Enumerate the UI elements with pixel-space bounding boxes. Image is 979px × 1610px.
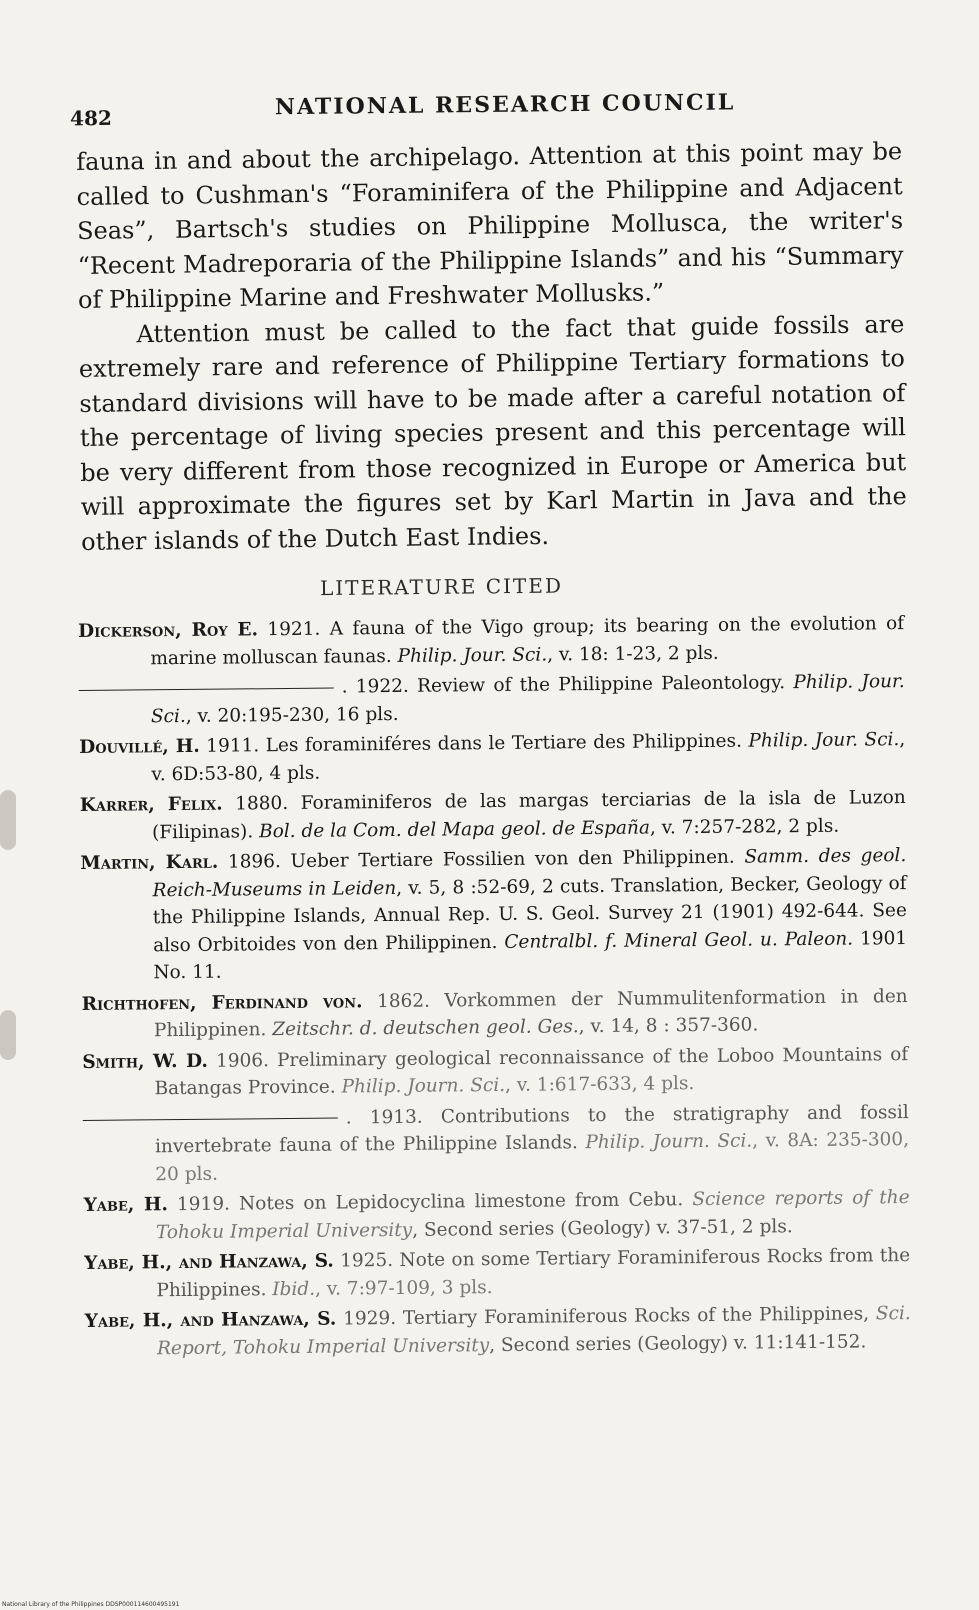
reference-author: Yabe, H.	[83, 1194, 168, 1216]
reference-text: 1862. Vorkommen der Nummulitenformation in den Philippinen.	[153, 985, 908, 1042]
reference-author: Dickerson, Roy E.	[78, 619, 259, 642]
reference-journal: Ibid.	[272, 1278, 316, 1300]
reference-author: Douvillé, H.	[79, 735, 200, 758]
body-text	[76, 134, 907, 559]
scan-credit: National Library of the Philippines DDSP000114600495191	[2, 1601, 180, 1608]
reference-journal: Philip. Journ. Sci.	[341, 1074, 506, 1098]
reference-tail: , v. 1:617-633, 4 pls.	[504, 1073, 695, 1096]
reference-entry	[83, 1099, 910, 1189]
reference-journal: Philip. Jour. Sci.	[150, 671, 905, 727]
reference-author: Yabe, H., and Hanzawa, S.	[84, 1250, 334, 1274]
reference-journal: Samm. des geol. Reich-Museums in Leiden	[152, 845, 907, 901]
reference-author: Yabe, H., and Hanzawa, S.	[84, 1308, 337, 1332]
ditto-rule	[79, 687, 334, 690]
reference-journal: Science reports of the Tohoku Imperial University	[155, 1187, 910, 1243]
reference-tail: , v. 8A: 235-300, 20 pls.	[155, 1129, 910, 1185]
reference-text: 1911. Les foraminiféres dans le Tertiare des Philippines.	[199, 730, 749, 757]
scan-edge-mark	[0, 790, 16, 850]
reference-text: 1925. Note on some Tertiary Foraminiferous Rocks from the Philippines.	[156, 1245, 911, 1301]
reference-journal: Centralbl. f. Mineral Geol. u. Paleon.	[504, 928, 854, 953]
reference-tail: , v. 7:257-282, 2 pls.	[649, 815, 840, 839]
reference-entry	[79, 726, 905, 789]
reference-tail: , v. 20:195-230, 16 pls.	[185, 703, 399, 727]
scan-edge-mark	[0, 1010, 16, 1060]
reference-text: 1906. Preliminary geological reconnaissance of the Loboo Mountains of Batangas Province.	[154, 1043, 909, 1100]
reference-tail: 1901 No. 11.	[153, 927, 908, 984]
reference-text: 1896. Ueber Tertiare Fossilien von den Philippinen.	[218, 846, 745, 873]
running-title: NATIONAL RESEARCH COUNCIL	[274, 89, 736, 121]
reference-journal: Philip. Jour. Sci.	[397, 643, 548, 667]
reference-entry	[84, 1184, 910, 1247]
reference-entry	[78, 610, 904, 673]
reference-tail: , Second series (Geology) v. 11:141-152.	[489, 1330, 867, 1356]
reference-author: Martin, Karl.	[80, 851, 219, 874]
reference-list	[78, 610, 911, 1366]
page-header	[70, 84, 900, 133]
reference-text: 1921. A fauna of the Vigo group; its bearing on the evolution of marine molluscan faunas.	[150, 613, 905, 669]
reference-tail: , v. 18: 1-23, 2 pls.	[547, 642, 719, 665]
reference-text: . 1913. Contributions to the stratigraphy and fossil invertebrate fauna of the Philippine Islands.	[154, 1101, 909, 1158]
reference-author: Karrer, Felix.	[79, 793, 223, 816]
reference-journal: Bol. de la Com. del Mapa geol. de España	[258, 817, 651, 842]
reference-entry	[80, 842, 907, 987]
reference-entry	[85, 1300, 911, 1363]
reference-entry	[82, 983, 908, 1046]
reference-entry	[82, 1041, 908, 1104]
reference-journal: Philip. Journ. Sci.	[585, 1130, 753, 1154]
ditto-rule	[83, 1118, 338, 1121]
reference-journal: Sci. Report, Tohoku Imperial University	[156, 1303, 911, 1359]
reference-tail: , v. 7:97-109, 3 pls.	[314, 1276, 493, 1300]
reference-journal: Philip. Jour. Sci.	[748, 729, 900, 752]
reference-author: Smith, W. D.	[82, 1050, 209, 1073]
reference-entry	[79, 668, 905, 731]
reference-tail: , v. 14, 8 : 357-360.	[578, 1014, 759, 1038]
paragraph: Attention must be called to the fact that guide fossils are extremely rare and reference of Philippine Tertiary formations to standard divisions will have to be made after a careful notation of the percentage of living species present and this percentage will be very different from those recognized in Europe or America but will approximate the figures set by Karl Martin in Java and the other islands of the Dutch East Indies.	[78, 309, 907, 556]
reference-text: 1929. Tertiary Foraminiferous Rocks of the Philippines,	[336, 1303, 876, 1330]
reference-tail: , v. 6D:53-80, 4 pls.	[151, 729, 906, 785]
reference-text: . 1922. Review of the Philippine Paleontology.	[341, 672, 794, 698]
reference-entry	[80, 784, 906, 847]
page-number: 482	[69, 105, 112, 131]
reference-entry	[84, 1242, 910, 1305]
section-heading: LITERATURE CITED	[319, 573, 564, 601]
reference-text: 1919. Notes on Lepidocyclina limestone from Cebu.	[167, 1189, 693, 1216]
reference-text: 1880. Foraminiferos de las margas terciarias de la isla de Luzon (Filipinas).	[151, 787, 906, 843]
paragraph: fauna in and about the archipelago. Attention at this point may be called to Cushman's “Foraminifera of the Philippine and Adjacent Seas”, Bartsch's studies on Philippine Mollusca, the writer's “Recent Madreporaria of the Philippine Islands” and his “Summary of Philippine Marine and Freshwater Mollusks.”	[76, 137, 904, 314]
reference-tail: , Second series (Geology) v. 37-51, 2 pls.	[412, 1215, 793, 1241]
reference-author: Richthofen, Ferdinand von.	[81, 990, 363, 1015]
reference-tail: , v. 5, 8 :52-69, 2 cuts. Translation, Becker, Geology of the Philippine Islands, Annual Rep. U. S. Geol. Survey 21 (1901) 492-644. See also Orbitoides von den Philippinen.	[152, 872, 907, 956]
reference-journal: Zeitschr. d. deutschen geol. Ges.	[272, 1016, 579, 1041]
